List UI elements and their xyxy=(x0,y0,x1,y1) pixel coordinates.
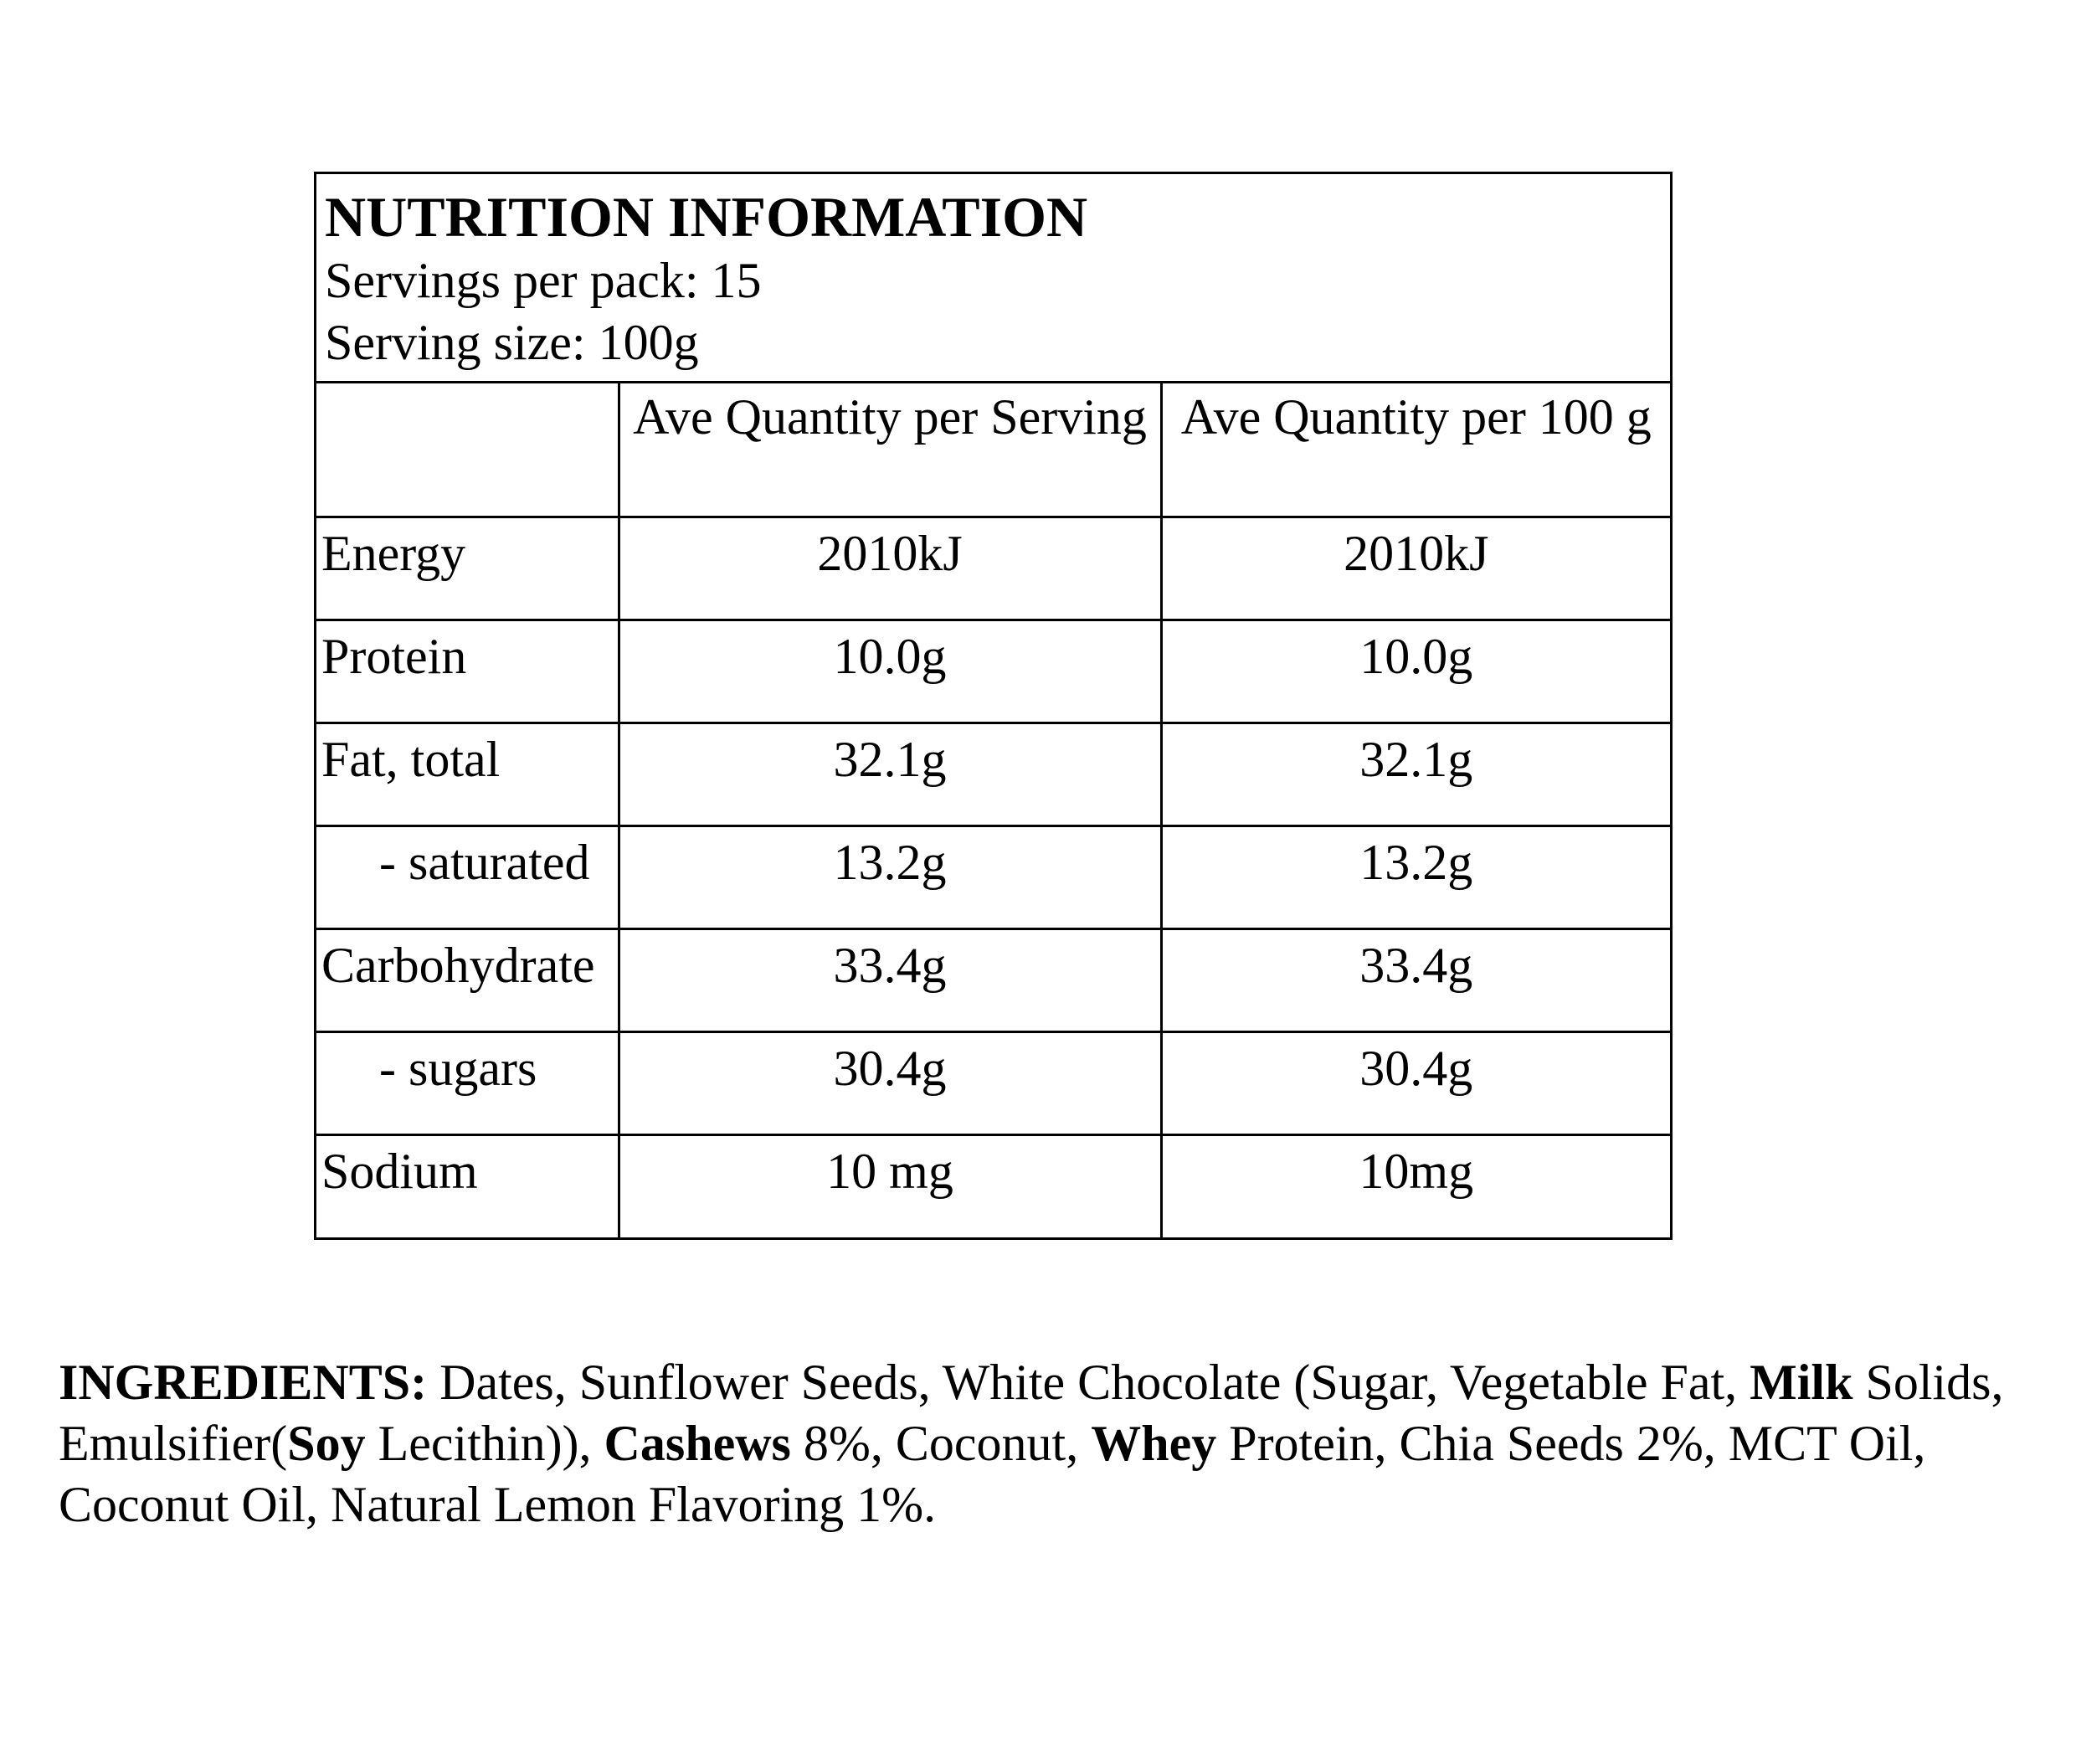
ingredients-text: Solids, Emulsifier( xyxy=(59,1355,2004,1471)
per-serving-value: 2010kJ xyxy=(619,517,1161,620)
nutrient-name: - saturated xyxy=(316,825,619,928)
nutrient-name: Fat, total xyxy=(316,723,619,825)
ingredients-statement xyxy=(59,1352,2051,1535)
allergen-whey: Whey xyxy=(1091,1416,1217,1471)
nutrient-name: Protein xyxy=(316,620,619,723)
header-per-serving: Ave Quantity per Serving xyxy=(619,383,1161,517)
ingredients-text: Dates, Sunflower Seeds, White Chocolate (Sugar, Vegetable Fat, xyxy=(427,1355,1750,1410)
per-100g-value: 13.2g xyxy=(1161,825,1670,928)
per-serving-value: 30.4g xyxy=(619,1031,1161,1134)
table-row-fat-total xyxy=(316,723,1670,825)
nutrient-name: Carbohydrate xyxy=(316,928,619,1031)
per-100g-value: 33.4g xyxy=(1161,928,1670,1031)
allergen-soy: Soy xyxy=(287,1416,366,1471)
per-serving-value: 10 mg xyxy=(619,1134,1161,1237)
per-100g-value: 32.1g xyxy=(1161,723,1670,825)
per-serving-value: 10.0g xyxy=(619,620,1161,723)
allergen-milk: Milk xyxy=(1750,1355,1853,1410)
per-100g-value: 10.0g xyxy=(1161,620,1670,723)
per-100g-value: 10mg xyxy=(1161,1134,1670,1237)
panel-header xyxy=(316,174,1670,383)
nutrient-name: - sugars xyxy=(316,1031,619,1134)
nutrient-name: Sodium xyxy=(316,1134,619,1237)
table-row-protein xyxy=(316,620,1670,723)
header-empty-cell xyxy=(316,383,619,517)
per-serving-value: 33.4g xyxy=(619,928,1161,1031)
per-serving-value: 32.1g xyxy=(619,723,1161,825)
header-per-100g: Ave Quantity per 100 g xyxy=(1161,383,1670,517)
per-100g-value: 2010kJ xyxy=(1161,517,1670,620)
nutrient-table xyxy=(316,383,1670,1237)
table-row-sugars xyxy=(316,1031,1670,1134)
ingredients-text: Lecithin)), xyxy=(365,1416,604,1471)
nutrient-name: Energy xyxy=(316,517,619,620)
table-row-energy xyxy=(316,517,1670,620)
per-serving-value: 13.2g xyxy=(619,825,1161,928)
table-header-row xyxy=(316,383,1670,517)
servings-per-pack: Servings per pack: 15 xyxy=(325,253,762,308)
ingredients-text: 8%, Coconut, xyxy=(790,1416,1092,1471)
panel-title: NUTRITION INFORMATION xyxy=(325,185,1088,249)
table-row-sodium xyxy=(316,1134,1670,1237)
serving-size: Serving size: 100g xyxy=(325,315,699,370)
ingredients-label: INGREDIENTS: xyxy=(59,1355,428,1410)
ingredients-text: Protein, Chia Seeds 2%, MCT Oil, Coconut Oil, Natural Lemon Flavoring 1%. xyxy=(59,1416,1926,1532)
per-100g-value: 30.4g xyxy=(1161,1031,1670,1134)
nutrition-panel xyxy=(314,172,1673,1240)
allergen-cashews: Cashews xyxy=(604,1416,791,1471)
table-row-carbohydrate xyxy=(316,928,1670,1031)
table-row-saturated xyxy=(316,825,1670,928)
